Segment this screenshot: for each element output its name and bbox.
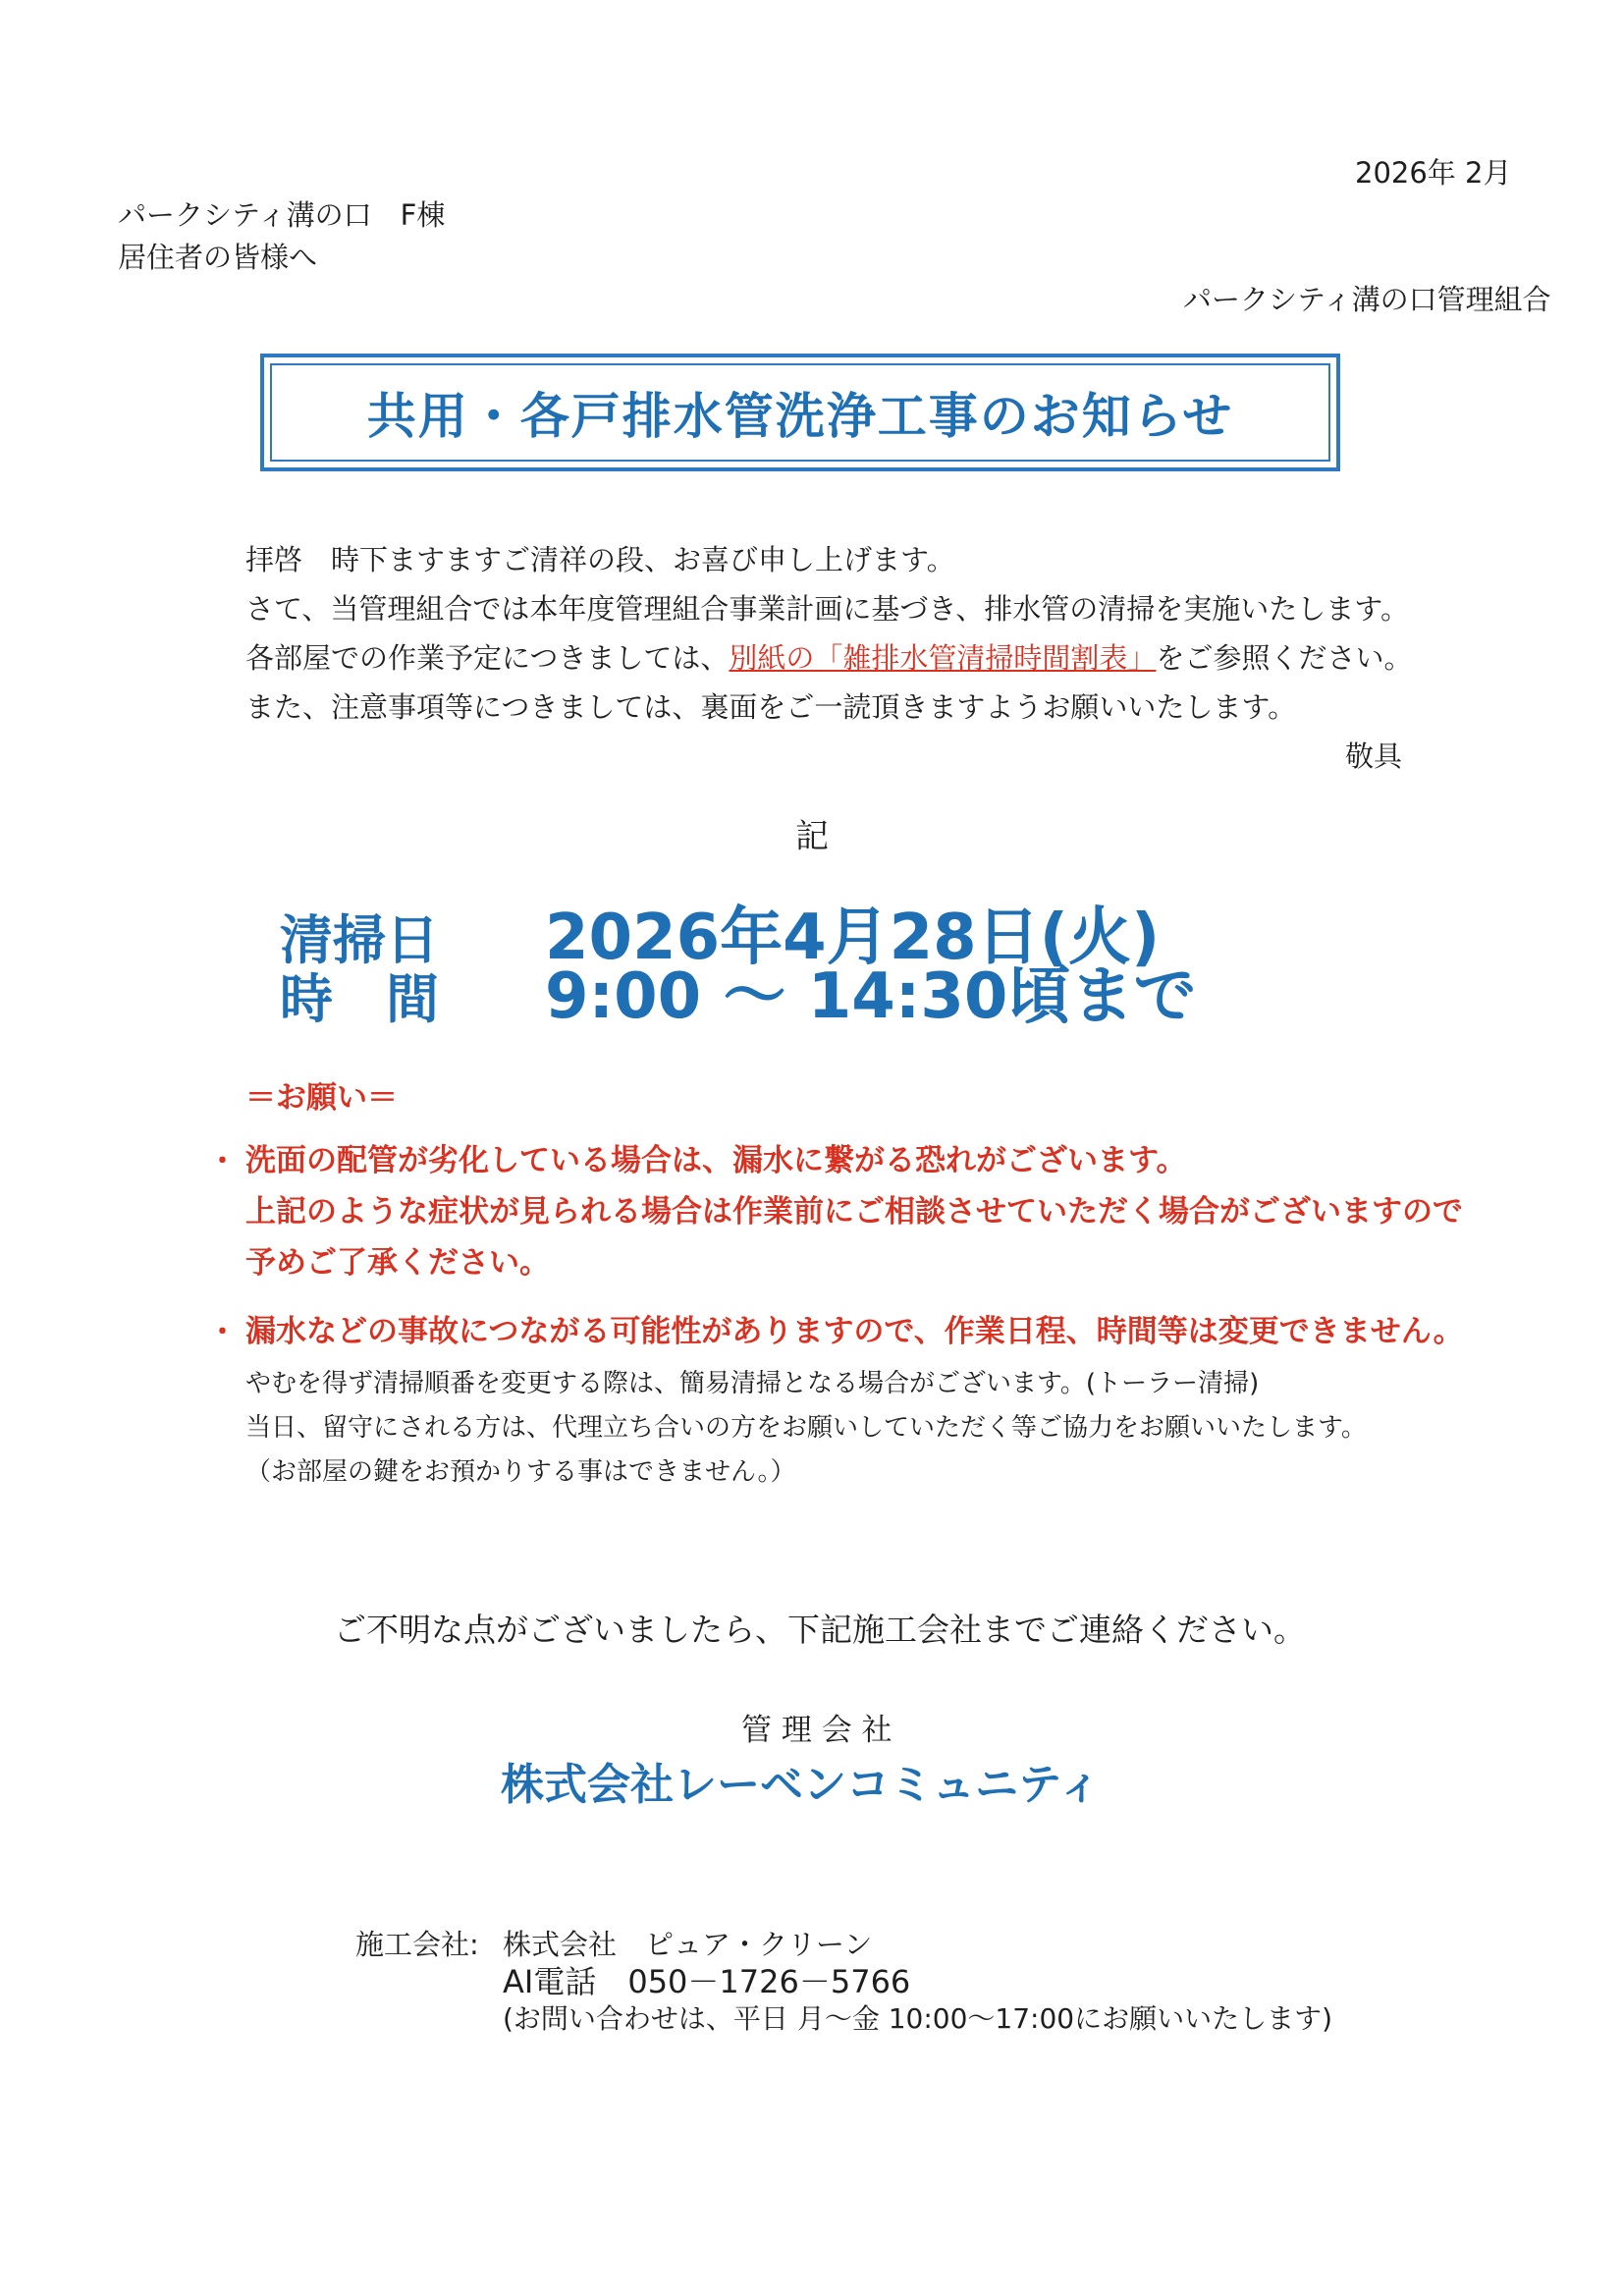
recipient-residents: 居住者の皆様へ [118,241,318,274]
bullet-1: ・ [208,1144,238,1177]
time-value: 9:00 ～ 14:30頃まで [545,960,1197,1033]
sender-association: パークシティ溝の口管理組合 [1183,283,1551,316]
contractor-name: 株式会社 ピュア・クリーン [503,1928,873,1961]
date-value: 2026年4月28日(火) [545,902,1161,974]
ki-mark: 記 [795,817,829,856]
request-item1-line1: 洗面の配管が劣化している場合は、漏水に繋がる恐れがございます。 [245,1143,1187,1178]
request-item2-line2: やむを得ず清掃順番を変更する際は、簡易清掃となる場合がございます。(トーラー清掃) [245,1369,1260,1398]
request-item2-line4: （お部屋の鍵をお預かりする事はできません。） [245,1457,796,1487]
inquiry-text: ご不明な点がございましたら、下記施工会社までご連絡ください。 [334,1611,1306,1649]
title-box [260,354,1340,471]
title-box-inner [270,363,1330,462]
request-item1-line2: 上記のような症状が見られる場合は作業前にご相談させていただく場合がございますので [245,1194,1463,1230]
document-title: 共用・各戸排水管洗浄工事のお知らせ [366,388,1234,445]
time-label: 時 間 [280,968,439,1030]
notice-line: また、注意事項等につきましては、裏面をご一読頂きますようお願いいたします。 [245,690,1297,724]
contractor-hours: (お問い合わせは、平日 月～金 10:00～17:00にお願いいたします) [503,2002,1333,2035]
management-company: 株式会社レーベンコミュニティ [501,1760,1102,1810]
greeting-line: 拝啓 時下ますますご清祥の段、お喜び申し上げます。 [245,543,955,576]
request-item1-line3: 予めご了承ください。 [245,1245,550,1281]
reference-suffix: をご参照ください。 [1156,641,1413,675]
reference-line [245,636,1412,680]
management-label: 管 理 会 社 [741,1713,893,1748]
contractor-phone[interactable]: AI電話 050－1726－5766 [503,1963,911,2000]
date-label: 清掃日 [280,909,439,971]
request-item2-line1: 漏水などの事故につながる可能性がありますので、作業日程、時間等は変更できません。 [245,1314,1464,1349]
closing-word: 敬具 [1345,739,1403,773]
contractor-label: 施工会社: [355,1928,479,1961]
request-item2-line3: 当日、留守にされる方は、代理立ち合いの方をお願いしていただく等ご協力をお願いいたします。 [245,1413,1367,1443]
request-heading: ＝お願い＝ [245,1080,398,1116]
intro-line: さて、当管理組合では本年度管理組合事業計画に基づき、排水管の清掃を実施いたします。 [245,592,1409,626]
reference-prefix: 各部屋での作業予定につきましては、 [245,641,730,675]
timetable-link[interactable]: 別紙の「雑排水管清掃時間割表」 [729,641,1157,675]
bullet-2: ・ [208,1315,238,1348]
issue-date: 2026年 2月 [1355,156,1512,190]
recipient-building: パークシティ溝の口 F棟 [118,198,446,232]
